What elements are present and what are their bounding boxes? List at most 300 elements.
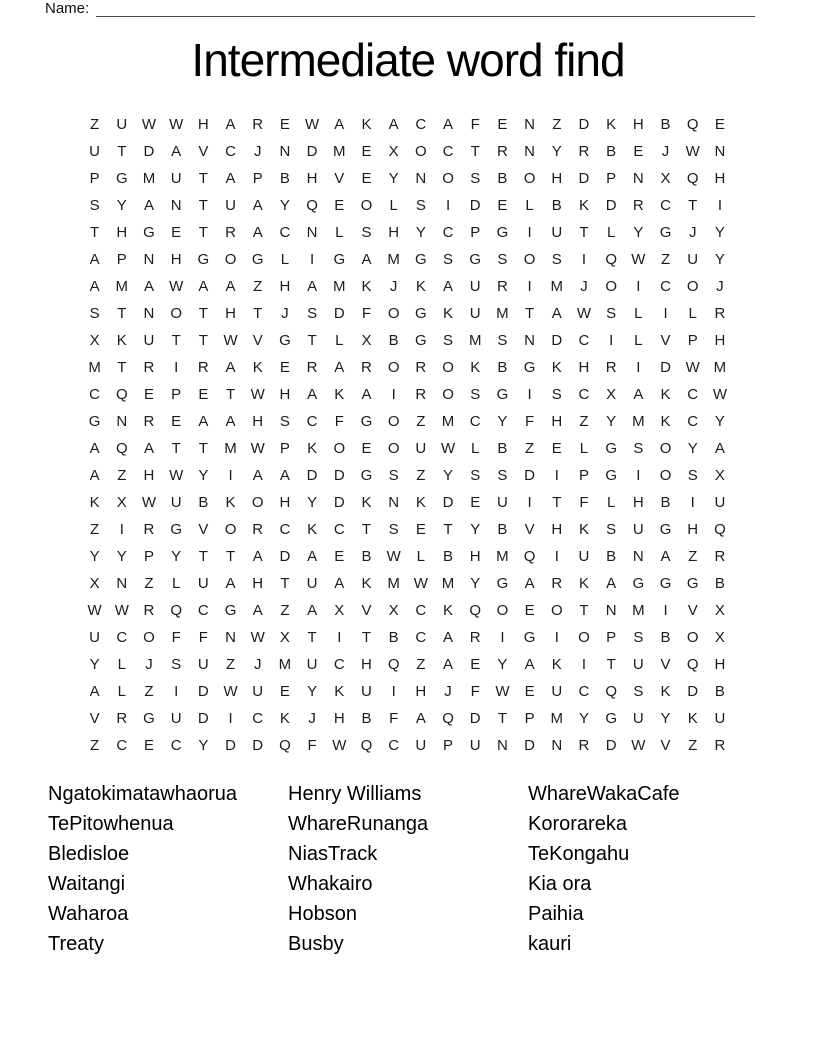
- grid-letter: T: [606, 656, 616, 673]
- grid-letter: D: [687, 683, 699, 700]
- grid-letter: N: [116, 413, 128, 430]
- grid-letter: Z: [90, 116, 100, 133]
- grid-letter: R: [116, 710, 128, 727]
- grid-letter: P: [89, 170, 100, 187]
- grid-letter: A: [551, 305, 562, 322]
- grid-letter: G: [115, 170, 128, 187]
- grid-letter: J: [281, 305, 289, 322]
- grid-letter: N: [143, 305, 155, 322]
- word-item: NiasTrack: [288, 843, 378, 865]
- grid-letter: J: [253, 656, 262, 673]
- grid-letter: O: [442, 170, 454, 187]
- grid-letter: Y: [415, 224, 426, 241]
- grid-letter: P: [578, 467, 589, 484]
- grid-letter: D: [306, 467, 318, 484]
- grid-letter: I: [527, 278, 532, 295]
- grid-letter: S: [388, 467, 399, 484]
- grid-letter: R: [714, 305, 726, 322]
- grid-letter: G: [523, 359, 536, 376]
- grid-letter: P: [524, 710, 535, 727]
- grid-letter: P: [470, 224, 481, 241]
- grid-letter: D: [524, 467, 536, 484]
- grid-letter: E: [470, 656, 481, 673]
- grid-letter: K: [578, 521, 589, 538]
- grid-letter: H: [361, 656, 372, 673]
- grid-letter: R: [143, 602, 155, 619]
- grid-letter: A: [252, 224, 263, 241]
- grid-letter: W: [576, 305, 592, 322]
- grid-letter: D: [306, 143, 318, 160]
- grid-letter: Q: [360, 737, 373, 754]
- grid-letter: Y: [116, 197, 127, 214]
- grid-letter: F: [171, 629, 181, 646]
- grid-letter: W: [223, 683, 238, 700]
- grid-letter: U: [116, 116, 128, 133]
- grid-letter: G: [686, 575, 699, 592]
- grid-letter: X: [279, 629, 290, 646]
- grid-letter: R: [578, 737, 590, 754]
- grid-letter: Z: [525, 440, 535, 457]
- grid-letter: R: [415, 359, 427, 376]
- grid-letter: W: [631, 251, 646, 268]
- grid-letter: K: [470, 359, 481, 376]
- grid-letter: K: [89, 494, 100, 511]
- grid-letter: C: [252, 710, 264, 727]
- grid-letter: V: [687, 602, 698, 619]
- grid-letter: A: [361, 251, 372, 268]
- grid-letter: O: [686, 278, 699, 295]
- grid-letter: O: [659, 467, 672, 484]
- grid-letter: R: [143, 413, 155, 430]
- grid-letter: G: [360, 467, 373, 484]
- grid-letter: J: [444, 683, 452, 700]
- grid-letter: C: [333, 521, 345, 538]
- grid-letter: S: [279, 413, 290, 430]
- grid-letter: U: [170, 170, 182, 187]
- grid-letter: L: [606, 224, 616, 241]
- grid-letter: A: [334, 116, 345, 133]
- grid-letter: R: [252, 116, 264, 133]
- grid-letter: Z: [552, 116, 562, 133]
- grid-letter: E: [361, 143, 372, 160]
- grid-letter: W: [250, 440, 265, 457]
- grid-letter: Q: [523, 548, 536, 565]
- grid-letter: B: [714, 575, 725, 592]
- grid-letter: T: [90, 224, 100, 241]
- grid-letter: W: [169, 467, 184, 484]
- grid-letter: A: [307, 548, 318, 565]
- grid-letter: W: [495, 683, 510, 700]
- grid-letter: O: [659, 440, 672, 457]
- grid-letter: M: [88, 359, 101, 376]
- grid-letter: Y: [171, 548, 182, 565]
- grid-letter: A: [225, 413, 236, 430]
- grid-letter: T: [552, 494, 562, 511]
- grid-letter: G: [632, 575, 645, 592]
- grid-letter: X: [388, 602, 399, 619]
- grid-letter: M: [441, 575, 455, 592]
- grid-letter: S: [171, 656, 182, 673]
- grid-letter: E: [497, 116, 508, 133]
- grid-letter: F: [307, 737, 317, 754]
- grid-letter: W: [87, 602, 102, 619]
- grid-letter: R: [496, 278, 508, 295]
- grid-letter: T: [579, 602, 589, 619]
- grid-letter: J: [308, 710, 316, 727]
- grid-letter: T: [525, 305, 535, 322]
- grid-letter: T: [253, 305, 263, 322]
- grid-letter: Q: [686, 170, 699, 187]
- grid-letter: Y: [714, 251, 725, 268]
- grid-letter: G: [143, 224, 155, 241]
- grid-letter: S: [443, 332, 454, 349]
- grid-letter: U: [252, 683, 264, 700]
- grid-letter: E: [524, 602, 535, 619]
- grid-letter: L: [606, 494, 616, 511]
- grid-letter: O: [143, 629, 155, 646]
- grid-letter: U: [578, 548, 590, 565]
- grid-letter: X: [714, 629, 725, 646]
- grid-letter: S: [633, 629, 644, 646]
- grid-letter: A: [225, 575, 236, 592]
- grid-letter: I: [337, 629, 342, 646]
- grid-letter: H: [551, 170, 563, 187]
- grid-letter: T: [171, 440, 181, 457]
- word-item: Bledisloe: [48, 843, 130, 865]
- grid-letter: M: [441, 413, 455, 430]
- grid-letter: Z: [144, 575, 154, 592]
- grid-letter: O: [550, 602, 563, 619]
- grid-letter: G: [523, 629, 536, 646]
- grid-letter: Q: [605, 683, 617, 700]
- grid-letter: Q: [442, 710, 454, 727]
- grid-letter: N: [170, 197, 182, 214]
- grid-letter: H: [279, 386, 291, 403]
- grid-letter: S: [470, 386, 481, 403]
- grid-letter: Q: [115, 440, 128, 457]
- grid-letter: X: [714, 467, 725, 484]
- grid-letter: S: [687, 467, 698, 484]
- grid-letter: B: [714, 683, 725, 700]
- grid-letter: D: [143, 143, 155, 160]
- grid-letter: Z: [579, 413, 589, 430]
- grid-letter: E: [361, 440, 372, 457]
- grid-letter: G: [415, 305, 427, 322]
- grid-letter: D: [225, 737, 236, 754]
- grid-letter: M: [496, 548, 509, 565]
- grid-letter: K: [361, 494, 372, 511]
- grid-letter: E: [171, 413, 182, 430]
- grid-letter: H: [714, 170, 726, 187]
- page-title: Intermediate word find: [191, 34, 625, 86]
- grid-letter: S: [89, 197, 100, 214]
- grid-letter: A: [171, 143, 182, 160]
- grid-letter: E: [279, 359, 290, 376]
- grid-letter: A: [415, 710, 426, 727]
- grid-letter: V: [660, 332, 671, 349]
- grid-letter: W: [712, 386, 727, 403]
- grid-letter: E: [143, 386, 154, 403]
- grid-letter: M: [550, 710, 564, 727]
- grid-letter: C: [333, 656, 345, 673]
- grid-letter: H: [415, 683, 427, 700]
- grid-letter: E: [279, 683, 290, 700]
- word-list-column: [528, 779, 768, 959]
- grid-letter: A: [225, 278, 236, 295]
- grid-letter: V: [198, 143, 209, 160]
- word-item: WhareRunanga: [288, 813, 429, 835]
- grid-letter: L: [117, 656, 126, 673]
- grid-letter: C: [170, 737, 182, 754]
- grid-letter: W: [685, 359, 700, 376]
- grid-letter: Y: [497, 413, 508, 430]
- grid-letter: I: [391, 386, 396, 403]
- grid-letter: V: [524, 521, 535, 538]
- grid-letter: H: [551, 413, 563, 430]
- grid-letter: C: [578, 332, 590, 349]
- grid-letter: H: [143, 467, 155, 484]
- grid-letter: A: [388, 116, 399, 133]
- grid-letter: V: [660, 656, 671, 673]
- grid-letter: O: [496, 602, 509, 619]
- grid-letter: A: [89, 251, 100, 268]
- grid-letter: Y: [470, 521, 481, 538]
- grid-letter: A: [443, 116, 454, 133]
- grid-letter: G: [197, 251, 210, 268]
- grid-letter: Q: [686, 116, 699, 133]
- grid-letter: T: [688, 197, 698, 214]
- grid-letter: Y: [198, 467, 209, 484]
- grid-letter: M: [387, 575, 400, 592]
- grid-letter: A: [198, 413, 209, 430]
- grid-letter: D: [252, 737, 264, 754]
- grid-letter: M: [632, 602, 645, 619]
- grid-letter: J: [145, 656, 153, 673]
- grid-letter: J: [389, 278, 398, 295]
- grid-letter: S: [415, 197, 426, 214]
- grid-letter: D: [660, 359, 671, 376]
- grid-letter: H: [469, 548, 481, 565]
- grid-letter: E: [171, 224, 182, 241]
- name-label: Name:: [45, 0, 90, 17]
- grid-letter: M: [333, 278, 346, 295]
- grid-letter: G: [659, 224, 672, 241]
- word-item: Henry Williams: [288, 783, 422, 805]
- grid-letter: A: [225, 359, 236, 376]
- grid-letter: B: [660, 116, 671, 133]
- grid-letter: H: [687, 521, 699, 538]
- grid-letter: K: [225, 494, 236, 511]
- grid-letter: B: [443, 548, 454, 565]
- grid-letter: N: [388, 494, 400, 511]
- grid-letter: Z: [416, 467, 426, 484]
- grid-letter: Q: [170, 602, 182, 619]
- grid-letter: S: [551, 251, 562, 268]
- grid-letter: M: [496, 305, 509, 322]
- grid-letter: P: [143, 548, 154, 565]
- grid-letter: H: [578, 359, 590, 376]
- grid-letter: D: [197, 710, 209, 727]
- grid-letter: K: [415, 278, 426, 295]
- word-list: [48, 779, 768, 959]
- grid-letter: B: [279, 170, 290, 187]
- grid-letter: P: [606, 170, 617, 187]
- grid-letter: R: [361, 359, 372, 376]
- grid-letter: W: [114, 602, 129, 619]
- grid-letter: U: [714, 494, 726, 511]
- grid-letter: C: [279, 521, 291, 538]
- grid-letter: G: [415, 332, 427, 349]
- grid-letter: U: [551, 224, 563, 241]
- grid-letter: K: [334, 386, 345, 403]
- grid-letter: Z: [688, 548, 698, 565]
- grid-letter: T: [198, 440, 208, 457]
- grid-letter: H: [714, 656, 726, 673]
- grid-letter: L: [471, 440, 480, 457]
- grid-letter: F: [525, 413, 535, 430]
- word-item: Waitangi: [48, 873, 126, 895]
- grid-letter: R: [714, 737, 726, 754]
- grid-letter: A: [714, 440, 725, 457]
- grid-letter: X: [606, 386, 617, 403]
- grid-letter: D: [197, 683, 209, 700]
- grid-letter: M: [387, 251, 400, 268]
- grid-letter: A: [443, 278, 454, 295]
- grid-letter: I: [527, 386, 532, 403]
- grid-letter: J: [661, 143, 670, 160]
- grid-letter: X: [116, 494, 127, 511]
- grid-letter: K: [578, 575, 589, 592]
- grid-letter: Z: [225, 656, 236, 673]
- grid-letter: M: [142, 170, 156, 187]
- grid-letter: I: [119, 521, 124, 538]
- grid-letter: D: [333, 467, 345, 484]
- grid-letter: U: [306, 656, 318, 673]
- grid-letter: W: [141, 494, 157, 511]
- grid-letter: H: [116, 224, 128, 241]
- grid-letter: C: [388, 737, 400, 754]
- grid-letter: B: [660, 494, 671, 511]
- grid-letter: G: [496, 575, 509, 592]
- grid-letter: A: [524, 656, 535, 673]
- grid-letter: K: [361, 278, 372, 295]
- name-input-line[interactable]: [96, 1, 755, 17]
- grid-letter: E: [497, 197, 508, 214]
- grid-letter: B: [606, 548, 617, 565]
- grid-letter: G: [415, 251, 427, 268]
- grid-letter: Z: [280, 602, 290, 619]
- grid-letter: A: [443, 629, 454, 646]
- grid-letter: S: [307, 305, 318, 322]
- grid-letter: Z: [660, 251, 671, 268]
- grid-letter: U: [632, 521, 644, 538]
- grid-letter: C: [306, 413, 318, 430]
- grid-letter: Z: [90, 737, 100, 754]
- grid-letter: S: [497, 332, 508, 349]
- grid-letter: N: [605, 602, 617, 619]
- grid-letter: Z: [117, 467, 127, 484]
- grid-letter: B: [198, 494, 209, 511]
- grid-letter: Z: [90, 521, 100, 538]
- grid-letter: C: [442, 224, 454, 241]
- grid-letter: E: [361, 170, 372, 187]
- grid-letter: C: [687, 386, 699, 403]
- grid-letter: O: [251, 494, 264, 511]
- word-item: Ngatokimatawhaorua: [48, 783, 237, 805]
- grid-letter: R: [469, 629, 481, 646]
- grid-letter: G: [605, 710, 617, 727]
- grid-letter: S: [497, 467, 508, 484]
- grid-letter: N: [632, 548, 644, 565]
- grid-letter: J: [688, 224, 697, 241]
- grid-letter: P: [279, 440, 290, 457]
- grid-letter: A: [252, 197, 263, 214]
- grid-letter: L: [117, 683, 126, 700]
- grid-letter: U: [469, 737, 481, 754]
- grid-letter: N: [524, 332, 536, 349]
- grid-letter: T: [198, 305, 208, 322]
- grid-letter: Y: [660, 710, 671, 727]
- grid-letter: T: [198, 197, 208, 214]
- grid-letter: E: [143, 737, 154, 754]
- grid-letter: O: [523, 251, 536, 268]
- grid-letter: U: [143, 332, 155, 349]
- grid-letter: A: [143, 440, 154, 457]
- grid-letter: U: [632, 656, 644, 673]
- grid-letter: H: [632, 116, 644, 133]
- grid-letter: K: [687, 710, 698, 727]
- grid-letter: F: [361, 305, 372, 322]
- grid-letter: B: [606, 143, 617, 160]
- grid-letter: R: [415, 386, 427, 403]
- grid-letter: K: [606, 116, 617, 133]
- grid-letter: C: [660, 197, 671, 214]
- grid-letter: D: [578, 170, 590, 187]
- grid-letter: T: [361, 629, 372, 646]
- grid-letter: Y: [633, 224, 644, 241]
- grid-letter: Q: [115, 386, 128, 403]
- grid-letter: C: [578, 683, 590, 700]
- grid-letter: R: [578, 143, 590, 160]
- grid-letter: N: [632, 170, 644, 187]
- grid-letter: C: [578, 386, 590, 403]
- grid-letter: X: [714, 602, 725, 619]
- grid-letter: F: [470, 116, 480, 133]
- grid-letter: W: [332, 737, 347, 754]
- grid-letter: I: [310, 251, 315, 268]
- grid-letter: G: [659, 575, 672, 592]
- grid-letter: H: [333, 710, 345, 727]
- grid-letter: S: [551, 386, 562, 403]
- grid-letter: G: [143, 710, 155, 727]
- grid-letter: N: [116, 575, 128, 592]
- grid-letter: T: [307, 629, 317, 646]
- grid-letter: I: [554, 467, 559, 484]
- grid-letter: T: [579, 224, 589, 241]
- grid-letter: X: [334, 602, 345, 619]
- grid-letter: L: [688, 305, 697, 322]
- grid-letter: S: [443, 251, 454, 268]
- grid-letter: C: [415, 629, 427, 646]
- grid-letter: U: [415, 440, 427, 457]
- grid-letter: A: [89, 683, 100, 700]
- grid-letter: E: [551, 440, 562, 457]
- grid-letter: H: [197, 116, 209, 133]
- grid-letter: B: [660, 629, 671, 646]
- grid-letter: C: [116, 737, 128, 754]
- grid-letter: M: [224, 440, 237, 457]
- grid-letter: B: [388, 629, 399, 646]
